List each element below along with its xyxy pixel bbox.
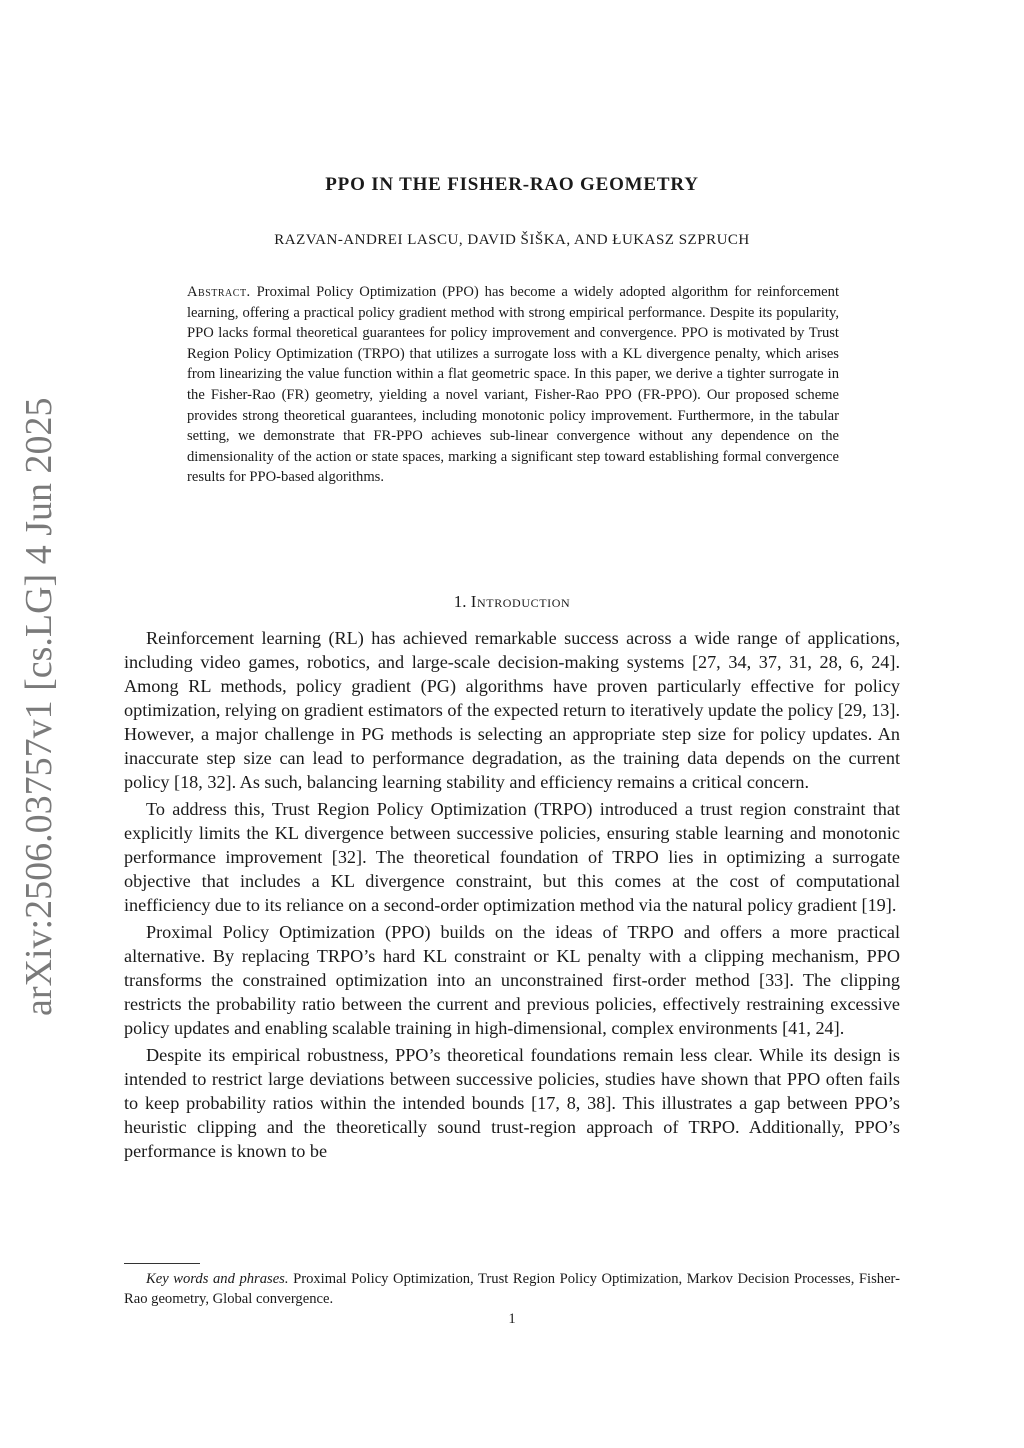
abstract-text: Proximal Policy Optimization (PPO) has become a widely adopted algorithm for reinforcement learning, offering a practical policy gradient method with strong empirical performance. Despite its popularity, PPO lacks formal theoretical guarantees for policy improvement and convergence. PPO is motivated by Trust Region Policy Optimization (TRPO) that utilizes a surrogate loss with a KL divergence penalty, which arises from linearizing the value function within a flat geometric space. In this paper, we derive a tighter surrogate in the Fisher-Rao (FR) geometry, yielding a novel variant, Fisher-Rao PPO (FR-PPO). Our proposed scheme provides strong theoretical guarantees, including monotonic policy improvement. Furthermore, in the tabular setting, we demonstrate that FR-PPO achieves sub-linear convergence without any dependence on the dimensionality of the action or state spaces, marking a significant step toward establishing formal convergence results for PPO-based algorithms. [187, 284, 839, 486]
keywords-label: Key words and phrases. [146, 1271, 289, 1287]
paragraph-3: Proximal Policy Optimization (PPO) builds on the ideas of TRPO and offers a more practical alternative. By replacing TRPO’s hard KL constraint or KL penalty with a clipping mechanism, PPO transforms the constrained optimization into an unconstrained first-order method [33]. The clipping restricts the probability ratio between the current and previous policies, effectively restraining excessive policy updates and enabling scalable training in high-dimensional, complex environments [41, 24]. [124, 922, 900, 1038]
section-title: Introduction [470, 592, 571, 611]
page-number: 1 [508, 1311, 516, 1327]
keywords-footnote [124, 1269, 900, 1309]
arxiv-identifier-stamp: arXiv:2506.03757v1 [cs.LG] 4 Jun 2025 [18, 397, 60, 1016]
footnote-divider [124, 1263, 200, 1264]
section-number: 1. [453, 592, 467, 611]
introduction-body [124, 626, 900, 1166]
paragraph-1: Reinforcement learning (RL) has achieved remarkable success across a wide range of applications, including video games, robotics, and large-scale decision-making systems [27, 34, 37, 31, 28, 6, 24]. Among RL methods, policy gradient (PG) algorithms have proven particularly effective for policy optimization, relying on gradient estimators of the expected return to iteratively update the policy [29, 13]. However, a major challenge in PG methods is selecting an appropriate step size for policy updates. An inaccurate step size can lead to performance degradation, as the training data depends on the current policy [18, 32]. As such, balancing learning stability and efficiency remains a critical concern. [124, 628, 900, 792]
section-heading [0, 592, 1024, 612]
paragraph-2: To address this, Trust Region Policy Optimization (TRPO) introduced a trust region constraint that explicitly limits the KL divergence between successive policies, ensuring stable learning and monotonic performance improvement [32]. The theoretical foundation of TRPO lies in optimizing a surrogate objective that includes a KL divergence constraint, but this comes at the cost of computational inefficiency due to its reliance on a second-order optimization method via the natural policy gradient [19]. [124, 799, 900, 915]
paper-title: PPO IN THE FISHER-RAO GEOMETRY [325, 174, 699, 195]
abstract-label: Abstract. [187, 284, 251, 300]
abstract [187, 282, 839, 488]
paragraph-4: Despite its empirical robustness, PPO’s theoretical foundations remain less clear. While its design is intended to restrict large deviations between successive policies, studies have shown that PPO often fails to keep probability ratios within the intended bounds [17, 8, 38]. This illustrates a gap between PPO’s heuristic clipping and the theoretically sound trust-region approach of TRPO. Additionally, PPO’s performance is known to be [124, 1045, 900, 1161]
paper-authors: RAZVAN-ANDREI LASCU, DAVID ŠIŠKA, AND ŁUKASZ SZPRUCH [274, 232, 750, 248]
keywords-text: Proximal Policy Optimization, Trust Region Policy Optimization, Markov Decision Processes, Fisher-Rao geometry, Global convergence. [124, 1271, 900, 1307]
